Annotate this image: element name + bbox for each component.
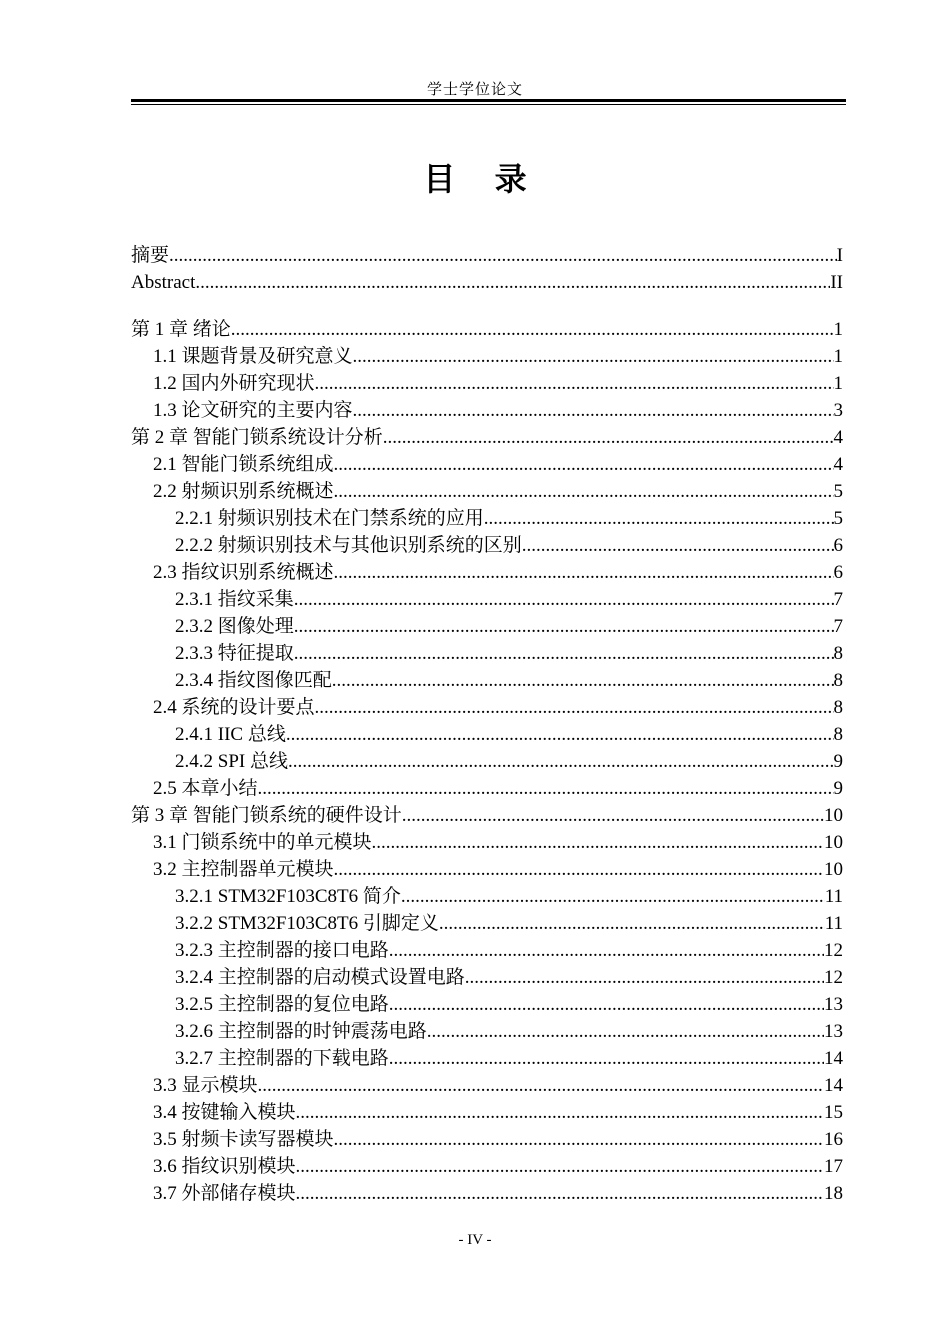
- toc-leader-dots: [389, 1045, 824, 1072]
- toc-entry[interactable]: [131, 451, 843, 478]
- toc-entry-page: 18: [824, 1183, 843, 1204]
- toc-leader-dots: [334, 856, 824, 883]
- toc-entry-page: 6: [833, 535, 843, 556]
- toc-leader-dots: [258, 1072, 824, 1099]
- toc-entry-page: 4: [833, 427, 843, 448]
- toc-entry-page: 10: [824, 859, 843, 880]
- toc-entry-page: 1: [833, 373, 843, 394]
- toc-leader-dots: [294, 640, 834, 667]
- toc-entry-label: 2.4.2 SPI 总线: [175, 751, 288, 772]
- toc-entry-page: 15: [824, 1102, 843, 1123]
- toc-leader-dots: [296, 1099, 824, 1126]
- toc-entry[interactable]: [131, 316, 843, 343]
- toc-entry[interactable]: [131, 802, 843, 829]
- toc-entry-label: Abstract: [131, 272, 196, 293]
- toc-entry[interactable]: [131, 343, 843, 370]
- toc-entry-page: 5: [833, 508, 843, 529]
- running-header: 学士学位论文: [426, 82, 523, 98]
- toc-entry[interactable]: [131, 1018, 843, 1045]
- toc-entry[interactable]: [131, 613, 843, 640]
- toc-entry[interactable]: [131, 1072, 843, 1099]
- toc-entry-label: 1.2 国内外研究现状: [153, 373, 315, 394]
- toc-leader-dots: [169, 242, 837, 269]
- toc-entry-page: 1: [833, 319, 843, 340]
- toc-entry[interactable]: [131, 910, 843, 937]
- page-title: 目 录: [423, 160, 541, 198]
- toc-entry-label: 2.5 本章小结: [153, 778, 258, 799]
- toc-entry[interactable]: [131, 964, 843, 991]
- toc-entry-page: 8: [833, 697, 843, 718]
- toc-entry-page: 17: [824, 1156, 843, 1177]
- toc-entry-label: 2.1 智能门锁系统组成: [153, 454, 334, 475]
- toc-entry-page: I: [836, 245, 843, 266]
- toc-leader-dots: [401, 883, 825, 910]
- toc-entry[interactable]: [131, 937, 843, 964]
- toc-entry-page: 3: [833, 400, 843, 421]
- toc-entry-label: 2.4 系统的设计要点: [153, 697, 315, 718]
- toc-leader-dots: [334, 559, 834, 586]
- toc-entry[interactable]: [131, 242, 843, 269]
- toc-entry-page: 6: [833, 562, 843, 583]
- toc-entry-label: 第 1 章 绪论: [131, 319, 231, 340]
- toc-entry[interactable]: [131, 1045, 843, 1072]
- toc-entry-label: 3.2.1 STM32F103C8T6 简介: [175, 886, 401, 907]
- toc-entry-label: 3.2.7 主控制器的下载电路: [175, 1048, 389, 1069]
- toc-entry-page: 8: [833, 670, 843, 691]
- toc-entry[interactable]: [131, 721, 843, 748]
- toc-entry-label: 摘要: [131, 245, 170, 266]
- toc-entry-page: II: [830, 272, 843, 293]
- toc-leader-dots: [286, 721, 834, 748]
- toc-entry[interactable]: [131, 667, 843, 694]
- toc-entry-page: 12: [824, 940, 843, 961]
- toc-leader-dots: [195, 269, 830, 296]
- toc-entry-label: 3.2 主控制器单元模块: [153, 859, 334, 880]
- toc-entry-label: 3.3 显示模块: [153, 1075, 258, 1096]
- toc-entry-page: 13: [824, 1021, 843, 1042]
- toc-entry-page: 11: [824, 913, 843, 934]
- toc-entry-label: 2.3.2 图像处理: [175, 616, 294, 637]
- toc-entry-label: 2.3.1 指纹采集: [175, 589, 294, 610]
- toc-entry-page: 8: [833, 643, 843, 664]
- toc-leader-dots: [372, 829, 824, 856]
- toc-entry-label: 2.2.2 射频识别技术与其他识别系统的区别: [175, 535, 522, 556]
- toc-entry[interactable]: [131, 748, 843, 775]
- toc-entry-page: 11: [824, 886, 843, 907]
- toc-entry-label: 3.2.5 主控制器的复位电路: [175, 994, 389, 1015]
- header-rule-thick: [131, 99, 846, 102]
- toc-entry-label: 3.2.6 主控制器的时钟震荡电路: [175, 1021, 427, 1042]
- toc-entry-page: 10: [824, 832, 843, 853]
- toc-leader-dots: [334, 478, 834, 505]
- toc-entry-label: 2.2.1 射频识别技术在门禁系统的应用: [175, 508, 484, 529]
- toc-leader-dots: [258, 775, 834, 802]
- toc-entry-page: 7: [833, 616, 843, 637]
- toc-entry-label: 第 3 章 智能门锁系统的硬件设计: [131, 805, 402, 826]
- page-number: - IV -: [458, 1232, 492, 1248]
- toc-entry[interactable]: [131, 559, 843, 586]
- toc-entry-page: 9: [833, 778, 843, 799]
- toc-entry-page: 16: [824, 1129, 843, 1150]
- toc-leader-dots: [522, 532, 834, 559]
- toc-entry[interactable]: [131, 532, 843, 559]
- toc-leader-dots: [294, 586, 834, 613]
- toc-leader-dots: [332, 667, 834, 694]
- toc-entry-page: 12: [824, 967, 843, 988]
- toc-entry[interactable]: [131, 269, 843, 296]
- toc-entry-label: 3.2.2 STM32F103C8T6 引脚定义: [175, 913, 439, 934]
- toc-entry-label: 2.4.1 IIC 总线: [175, 724, 286, 745]
- toc-leader-dots: [427, 1018, 824, 1045]
- table-of-contents: [131, 242, 843, 1207]
- toc-entry[interactable]: [131, 991, 843, 1018]
- toc-entry-label: 2.3.3 特征提取: [175, 643, 294, 664]
- toc-entry[interactable]: [131, 775, 843, 802]
- header-rule-thin: [131, 104, 846, 105]
- toc-entry-page: 8: [833, 724, 843, 745]
- toc-leader-dots: [231, 316, 834, 343]
- toc-entry-label: 2.2 射频识别系统概述: [153, 481, 334, 502]
- toc-entry-label: 2.3 指纹识别系统概述: [153, 562, 334, 583]
- toc-leader-dots: [465, 964, 824, 991]
- toc-entry[interactable]: [131, 1126, 843, 1153]
- toc-entry[interactable]: [131, 856, 843, 883]
- toc-entry-page: 4: [833, 454, 843, 475]
- toc-entry-label: 3.7 外部储存模块: [153, 1183, 296, 1204]
- toc-entry[interactable]: [131, 586, 843, 613]
- toc-leader-dots: [402, 802, 824, 829]
- toc-entry-label: 3.5 射频卡读写器模块: [153, 1129, 334, 1150]
- toc-leader-dots: [296, 1153, 824, 1180]
- toc-leader-dots: [383, 424, 834, 451]
- toc-entry-label: 3.1 门锁系统中的单元模块: [153, 832, 372, 853]
- toc-entry[interactable]: [131, 1099, 843, 1126]
- toc-entry-page: 14: [824, 1048, 843, 1069]
- toc-leader-dots: [294, 613, 834, 640]
- toc-entry-label: 第 2 章 智能门锁系统设计分析: [131, 427, 383, 448]
- toc-entry[interactable]: [131, 1153, 843, 1180]
- toc-leader-dots: [439, 910, 825, 937]
- toc-entry-label: 3.2.3 主控制器的接口电路: [175, 940, 389, 961]
- toc-entry[interactable]: [131, 829, 843, 856]
- toc-leader-dots: [315, 694, 834, 721]
- toc-entry[interactable]: [131, 397, 843, 424]
- toc-entry-page: 14: [824, 1075, 843, 1096]
- toc-entry-label: 1.1 课题背景及研究意义: [153, 346, 353, 367]
- toc-entry[interactable]: [131, 1180, 843, 1207]
- toc-entry[interactable]: [131, 694, 843, 721]
- toc-leader-dots: [484, 505, 834, 532]
- toc-entry[interactable]: [131, 478, 843, 505]
- toc-entry-page: 10: [824, 805, 843, 826]
- toc-entry[interactable]: [131, 640, 843, 667]
- toc-entry-page: 9: [833, 751, 843, 772]
- toc-leader-dots: [334, 451, 834, 478]
- toc-leader-dots: [334, 1126, 824, 1153]
- toc-leader-dots: [353, 397, 834, 424]
- toc-entry[interactable]: [131, 883, 843, 910]
- toc-entry[interactable]: [131, 505, 843, 532]
- toc-entry-label: 3.6 指纹识别模块: [153, 1156, 296, 1177]
- toc-entry[interactable]: [131, 424, 843, 451]
- toc-leader-dots: [296, 1180, 824, 1207]
- toc-entry[interactable]: [131, 370, 843, 397]
- toc-entry-label: 2.3.4 指纹图像匹配: [175, 670, 332, 691]
- toc-entry-label: 1.3 论文研究的主要内容: [153, 400, 353, 421]
- toc-leader-dots: [288, 748, 834, 775]
- toc-leader-dots: [315, 370, 834, 397]
- toc-entry-page: 1: [833, 346, 843, 367]
- toc-entry-label: 3.2.4 主控制器的启动模式设置电路: [175, 967, 465, 988]
- toc-entry-page: 5: [833, 481, 843, 502]
- toc-entry-page: 13: [824, 994, 843, 1015]
- toc-leader-dots: [389, 937, 824, 964]
- toc-entry-label: 3.4 按键输入模块: [153, 1102, 296, 1123]
- toc-entry-page: 7: [833, 589, 843, 610]
- toc-leader-dots: [353, 343, 834, 370]
- toc-leader-dots: [389, 991, 824, 1018]
